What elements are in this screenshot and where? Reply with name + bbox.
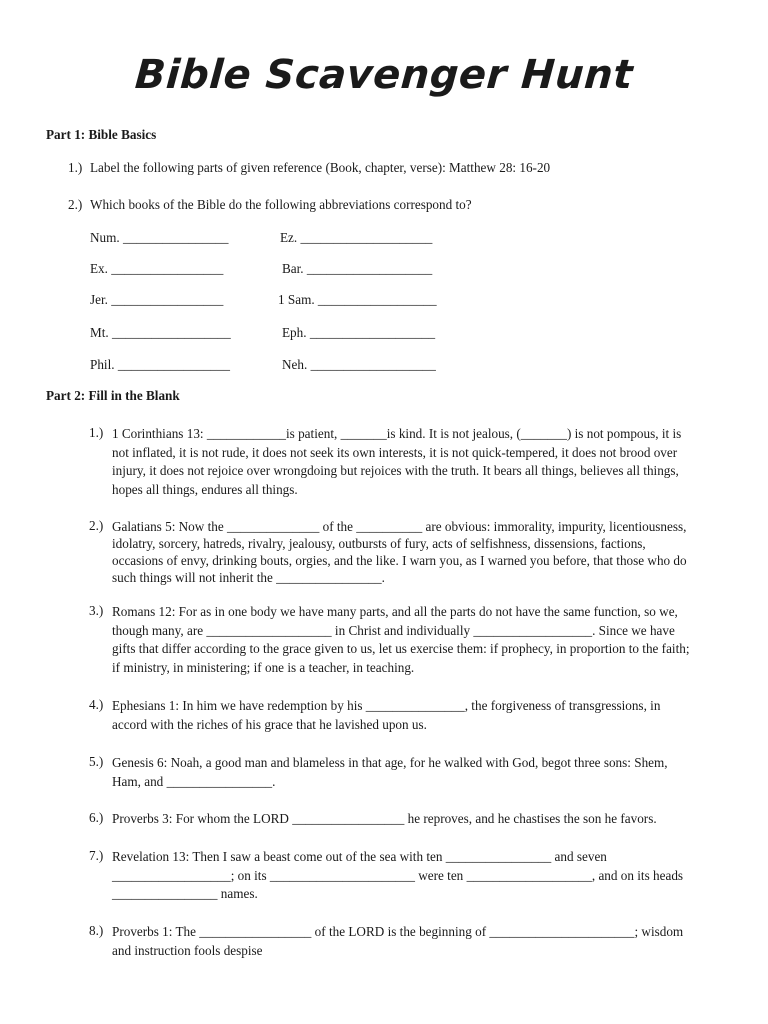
line: if ministry, in ministering; if one is a teacher, in teaching. [112, 659, 415, 675]
page-title: Bible Scavenger Hunt [133, 52, 635, 98]
part2-heading: Part 2: Fill in the Blank [46, 388, 180, 403]
fill-in-item-2 [112, 518, 722, 586]
line: Proverbs 1: The _________________ of the LORD is the beginning of ______________________; wisdom [112, 924, 684, 939]
item-number: 6.) [89, 810, 104, 825]
line: Proverbs 3: For whom the LORD _________________ he reproves, and he chastises the son he favors. [112, 811, 657, 826]
abbreviation-1sam: 1 Sam. __________________ [278, 292, 437, 307]
fill-in-item-1 [112, 425, 722, 499]
line: Ham, and ________________. [112, 773, 276, 789]
line: and instruction fools despise [112, 942, 263, 958]
line: though many, are ___________________ in Christ and individually __________________. Since we have [112, 622, 675, 638]
fill-in-item-5 [112, 754, 722, 791]
abbreviation-phil: Phil. _________________ [90, 357, 230, 372]
fill-in-item-8 [112, 923, 722, 960]
fill-in-item-7 [112, 848, 722, 904]
item-number: 7.) [89, 848, 104, 863]
fill-in-item-3 [112, 603, 722, 677]
question-number: 2.) [68, 197, 83, 212]
line: 1 Corinthians 13: ____________is patient, _______is kind. It is not jealous, (_______) is not pompous, it is [112, 426, 682, 441]
abbreviation-ex: Ex. _________________ [90, 261, 224, 276]
line: hopes all things, endures all things. [112, 481, 298, 497]
question-text: Which books of the Bible do the following abbreviations correspond to? [90, 197, 472, 212]
line: gifts that differ according to the grace given to us, let us exercise them: if prophecy, in proportion to the faith; [112, 641, 690, 657]
line: ________________ names. [112, 886, 258, 902]
line: not inflated, it is not rude, it does not seek its own interests, it is not quick-tempered, it does not brood over [112, 444, 678, 460]
item-number: 4.) [89, 697, 104, 712]
line: injury, it does not rejoice over wrongdoing but rejoices with the truth. It bears all things, believes all things, [112, 463, 679, 479]
line: such things will not inherit the ________________. [112, 570, 385, 585]
line: occasions of envy, drinking bouts, orgies, and the like. I warn you, as I warned you before, that those who do [112, 553, 687, 568]
item-number: 2.) [89, 518, 104, 533]
question-text: Label the following parts of given reference (Book, chapter, verse): Matthew 28: 16-20 [90, 160, 551, 175]
line: accord with the riches of his grace that he lavished upon us. [112, 716, 427, 732]
line: Revelation 13: Then I saw a beast come out of the sea with ten ________________ and seven [112, 849, 607, 864]
line: Ephesians 1: In him we have redemption by his _______________, the forgiveness of transgressions, in [112, 698, 661, 713]
part1-heading: Part 1: Bible Basics [46, 127, 157, 142]
abbreviation-bar: Bar. ___________________ [282, 261, 433, 276]
fill-in-item-4 [112, 697, 722, 734]
line: idolatry, sorcery, hatreds, rivalry, jealousy, outbursts of fury, acts of selfishness, dissensions, factions, [112, 536, 646, 551]
line: __________________; on its ______________________ were ten ___________________, and on its heads [112, 867, 684, 883]
line: Romans 12: For as in one body we have many parts, and all the parts do not have the same function, so we, [112, 604, 678, 619]
question-number: 1.) [68, 160, 83, 175]
line: Genesis 6: Noah, a good man and blameless in that age, for he walked with God, begot three sons: Shem, [112, 755, 668, 770]
item-number: 1.) [89, 425, 104, 440]
item-number: 3.) [89, 603, 104, 618]
abbreviation-ez: Ez. ____________________ [280, 230, 433, 245]
abbreviation-mt: Mt. __________________ [90, 325, 231, 340]
item-number: 5.) [89, 754, 104, 769]
abbreviation-num: Num. ________________ [90, 230, 229, 245]
fill-in-item-6 [112, 810, 722, 829]
abbreviation-neh: Neh. ___________________ [282, 357, 436, 372]
abbreviation-eph: Eph. ___________________ [282, 325, 436, 340]
item-number: 8.) [89, 923, 104, 938]
abbreviation-jer: Jer. _________________ [90, 292, 224, 307]
line: Galatians 5: Now the ______________ of the __________ are obvious: immorality, impurity, licentiousness, [112, 519, 687, 534]
